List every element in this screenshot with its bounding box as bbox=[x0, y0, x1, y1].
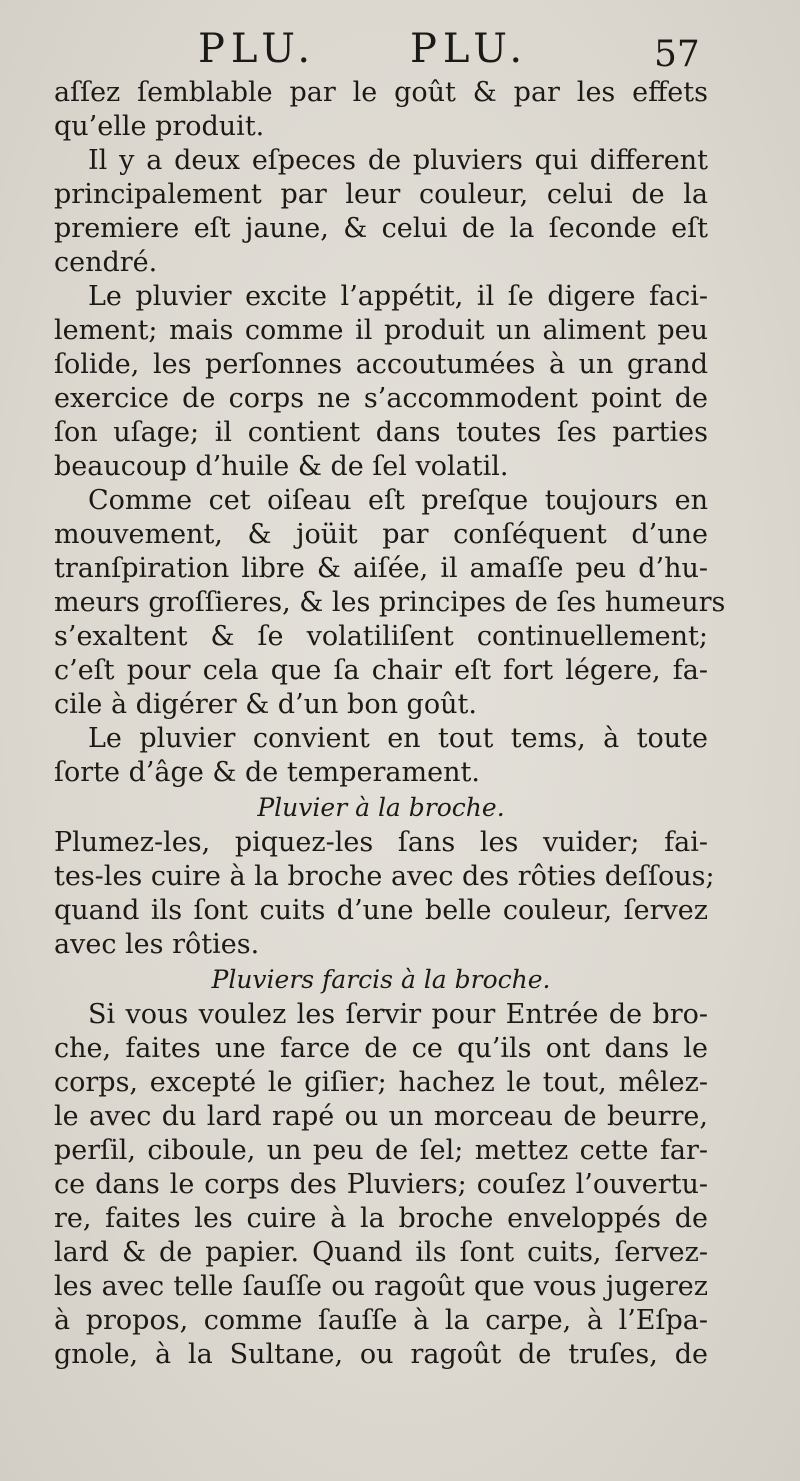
recipe-title-pluviers-farcis: Pluviers farcis à la broche. bbox=[211, 965, 551, 994]
recipe-text-block bbox=[54, 998, 708, 1372]
text-line: cile à digérer & d’un bon goût. bbox=[54, 689, 477, 720]
text-line: aſſez ſemblable par le goût & par les effets bbox=[54, 77, 708, 108]
text-line: Plumez-les, piquez-les ſans les vuider; fai- bbox=[54, 827, 708, 858]
text-line: lard & de papier. Quand ils ſont cuits, ſervez- bbox=[54, 1237, 708, 1268]
text-line: ſorte d’âge & de temperament. bbox=[54, 757, 480, 788]
body-text bbox=[54, 76, 726, 1372]
text-line: premiere eſt jaune, & celui de la ſeconde eſt bbox=[54, 213, 708, 244]
text-line: quand ils ſont cuits d’une belle couleur, ſervez bbox=[54, 895, 708, 926]
text-line: tes-les cuire à la broche avec des rôties deſſous; bbox=[54, 861, 715, 892]
text-line: principalement par leur couleur, celui de la bbox=[54, 179, 708, 210]
text-line: meurs groſſieres, & les principes de ſes humeurs bbox=[54, 587, 726, 618]
text-line: ſolide, les perſonnes accoutumées à un grand bbox=[54, 349, 708, 380]
recipe-title-pluvier-broche: Pluvier à la broche. bbox=[257, 793, 505, 822]
text-line: qu’elle produit. bbox=[54, 111, 265, 142]
text-line: Comme cet oiſeau eſt preſque toujours en bbox=[88, 485, 708, 516]
text-line: perſil, ciboule, un peu de ſel; mettez cette far- bbox=[54, 1135, 708, 1166]
text-line: beaucoup d’huile & de ſel volatil. bbox=[54, 451, 509, 482]
text-line: re, faites les cuire à la broche enveloppés de bbox=[54, 1203, 708, 1234]
text-line: Il y a deux eſpeces de pluviers qui different bbox=[88, 145, 708, 176]
paragraphs-block bbox=[54, 76, 726, 790]
text-line: les avec telle ſauſſe ou ragoût que vous jugerez bbox=[54, 1271, 708, 1302]
text-line: c’eſt pour cela que ſa chair eſt fort légere, fa- bbox=[54, 655, 708, 686]
text-line: lement; mais comme il produit un aliment peu bbox=[54, 315, 708, 346]
text-line: Le pluvier convient en tout tems, à toute bbox=[88, 723, 708, 754]
text-line: gnole, à la Sultane, ou ragoût de truſes, de bbox=[54, 1339, 708, 1370]
text-line: à propos, comme ſauſſe à la carpe, à l’Eſpa- bbox=[54, 1305, 708, 1336]
page-number: 57 bbox=[654, 34, 700, 75]
text-line: ce dans le corps des Pluviers; couſez l’ouvertu- bbox=[54, 1169, 708, 1200]
text-line: tranſpiration libre & aiſée, il amaſſe peu d’hu- bbox=[54, 553, 708, 584]
text-line: exercice de corps ne s’accommodent point de bbox=[54, 383, 708, 414]
text-line: s’exaltent & ſe volatiliſent continuellement; bbox=[54, 621, 708, 652]
recipe-text-block bbox=[54, 826, 715, 962]
text-line: Si vous voulez les ſervir pour Entrée de bro- bbox=[88, 999, 708, 1030]
running-header bbox=[0, 24, 800, 80]
text-line: avec les rôties. bbox=[54, 929, 260, 960]
text-line: ſon uſage; il contient dans toutes ſes parties bbox=[54, 417, 708, 448]
text-line: corps, excepté le giſier; hachez le tout, mêlez- bbox=[54, 1067, 708, 1098]
text-line: mouvement, & joüit par conſéquent d’une bbox=[54, 519, 708, 550]
running-head-right: PLU. bbox=[410, 26, 529, 72]
text-line: le avec du lard rapé ou un morceau de beurre, bbox=[54, 1101, 708, 1132]
text-line: cendré. bbox=[54, 247, 158, 278]
text-line: Le pluvier excite l’appétit, il ſe digere faci- bbox=[88, 281, 708, 312]
running-head-left: PLU. bbox=[198, 26, 317, 72]
text-line: che, faites une farce de ce qu’ils ont dans le bbox=[54, 1033, 708, 1064]
